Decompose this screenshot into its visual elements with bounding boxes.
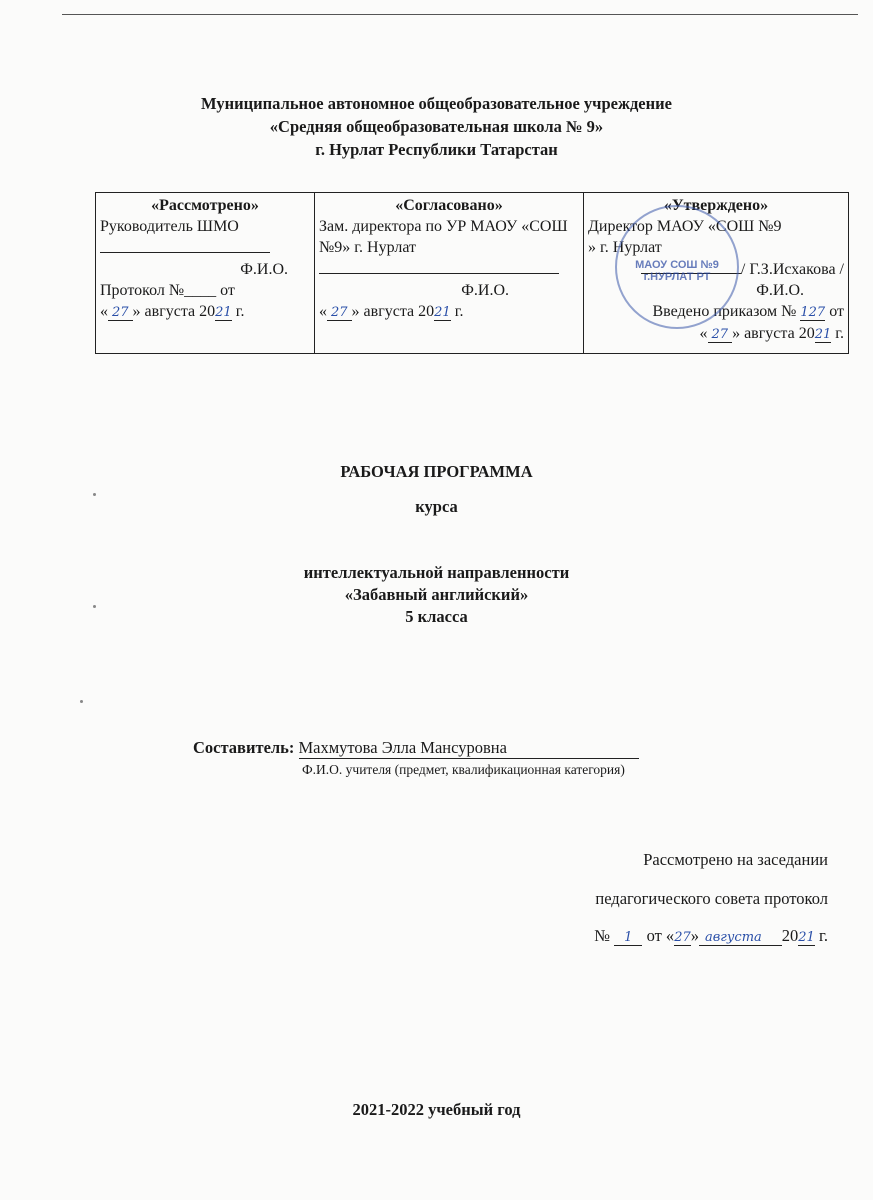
- scan-speck: [80, 700, 83, 703]
- reviewed-date-year: 21: [215, 305, 232, 320]
- approved-date: « 27 » августа 2021 г.: [699, 325, 844, 342]
- approved-role-2: » г. Нурлат: [588, 239, 662, 256]
- approved-fio-label: Ф.И.О.: [756, 282, 804, 299]
- academic-year: 2021-2022 учебный год: [352, 1100, 521, 1119]
- council-line2: педагогического совета протокол: [595, 889, 828, 908]
- author-label: Составитель:: [193, 738, 299, 757]
- council-line1: Рассмотрено на заседании: [643, 850, 828, 869]
- council-day: 27: [674, 930, 691, 945]
- agreed-title: «Согласовано»: [395, 197, 503, 214]
- council-year: 21: [798, 930, 815, 945]
- author-line: [193, 738, 639, 759]
- approved-title: «Утверждено»: [663, 197, 769, 214]
- author-caption: Ф.И.О. учителя (предмет, квалификационная категория): [302, 762, 625, 777]
- school-location: г. Нурлат Республики Татарстан: [315, 140, 558, 159]
- agreed-fio-label: Ф.И.О.: [461, 282, 509, 299]
- scan-speck: [93, 493, 96, 496]
- scan-speck: [93, 605, 96, 608]
- reviewed-fio-label: Ф.И.О.: [240, 261, 288, 278]
- program-direction: интеллектуальной направленности: [303, 563, 570, 582]
- reviewed-role: Руководитель ШМО: [100, 218, 239, 235]
- council-month: августа: [699, 930, 782, 946]
- council-number: 1: [614, 930, 642, 946]
- reviewed-date-day: 27: [108, 305, 133, 321]
- stamp-label: МАОУ СОШ №9 г.НУРЛАТ РТ: [635, 259, 719, 283]
- program-course: курса: [415, 497, 458, 516]
- program-grade: 5 класса: [405, 607, 468, 626]
- reviewed-title: «Рассмотрено»: [151, 197, 259, 214]
- approved-signer: / Г.З.Исхакова /: [588, 258, 844, 280]
- program-name: «Забавный английский»: [344, 585, 529, 604]
- approval-agreed: [315, 193, 584, 353]
- approved-date-day: 27: [708, 327, 733, 343]
- school-stamp: [615, 205, 739, 329]
- agreed-date: « 27 » августа 2021 г.: [319, 303, 464, 320]
- council-protocol: № 1 от «27» августа 2021 г.: [594, 926, 828, 945]
- agreed-signature-line: [319, 258, 579, 280]
- agreed-role: Зам. директора по УР МАОУ «СОШ №9» г. Нурлат: [319, 218, 568, 256]
- program-title: РАБОЧАЯ ПРОГРАММА: [340, 462, 533, 481]
- reviewed-date: « 27 » августа 2021 г.: [100, 303, 245, 320]
- approved-role-1: Директор МАОУ «СОШ №9: [588, 218, 782, 235]
- school-name-line1: Муниципальное автономное общеобразовательное учреждение: [201, 94, 672, 113]
- approved-order: Введено приказом № 127 от: [652, 303, 844, 320]
- approved-date-year: 21: [814, 327, 832, 342]
- reviewed-signature-line: [100, 237, 310, 259]
- author-name: Махмутова Элла Мансуровна: [299, 738, 639, 759]
- agreed-date-day: 27: [327, 305, 352, 321]
- agreed-date-year: 21: [434, 305, 451, 320]
- school-name-line2: «Средняя общеобразовательная школа № 9»: [269, 117, 604, 136]
- approved-order-number: 127: [800, 305, 826, 320]
- reviewed-protocol: Протокол №____ от: [100, 282, 235, 299]
- approval-reviewed: [96, 193, 315, 353]
- page-top-edge: [62, 14, 858, 15]
